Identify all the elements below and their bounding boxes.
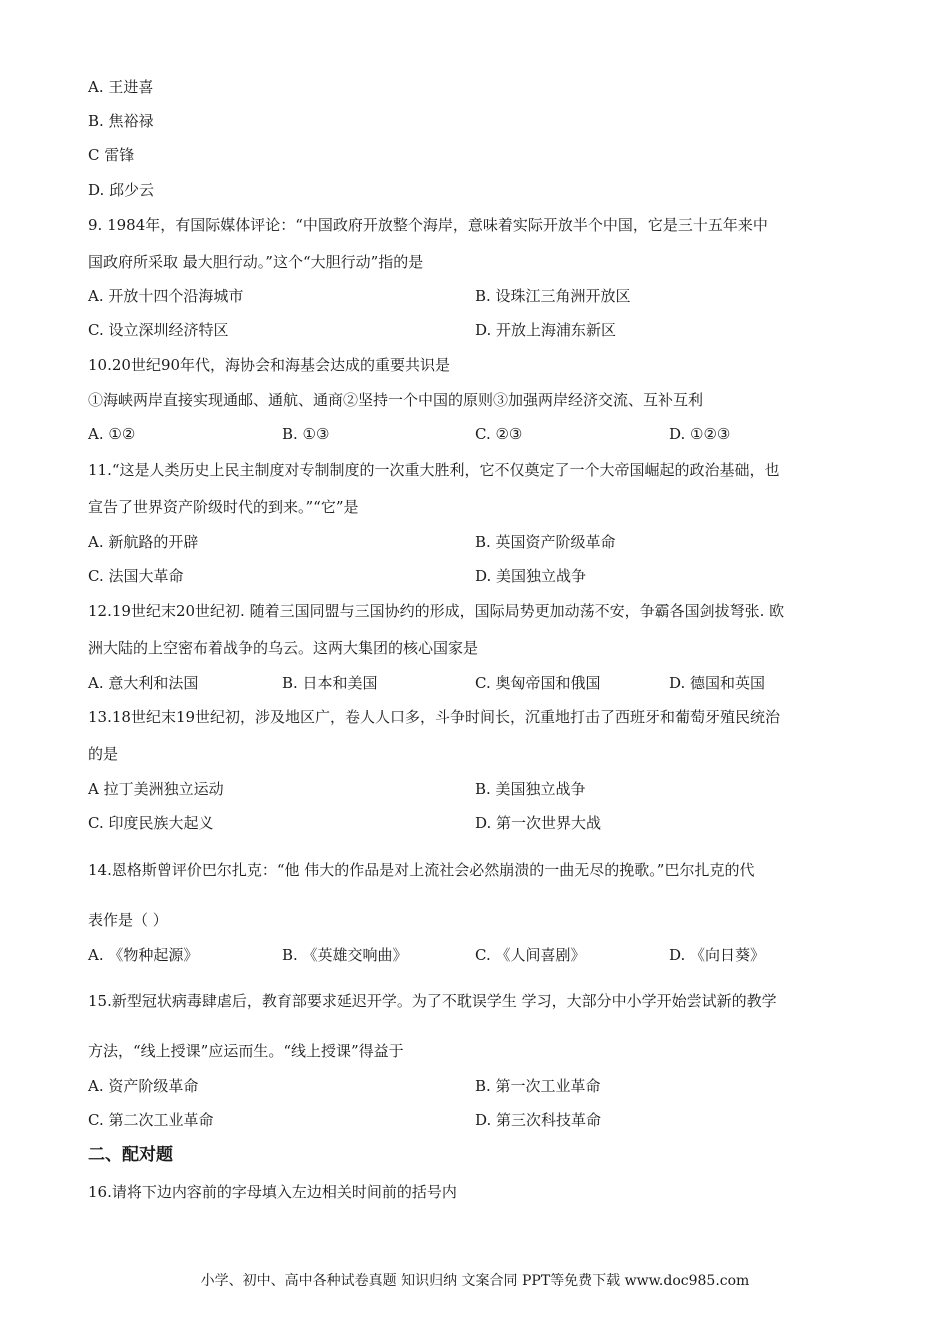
q8-option-a: A. 王进喜 xyxy=(88,78,154,96)
q13-option-c: C. 印度民族大起义 xyxy=(88,814,214,832)
q11-option-c: C. 法国大革命 xyxy=(88,567,184,585)
q13-option-a: A 拉丁美洲独立运动 xyxy=(88,780,224,798)
q13-stem-line2: 的是 xyxy=(88,745,119,763)
q9-stem-line2: 国政府所采取 最大胆行动。”这个“大胆行动”指的是 xyxy=(88,253,424,271)
q11-option-d: D. 美国独立战争 xyxy=(475,567,587,585)
q16-stem: 16.请将下边内容前的字母填入左边相关时间前的括号内 xyxy=(88,1183,457,1201)
q13-option-d: D. 第一次世界大战 xyxy=(475,814,602,832)
q10-option-a: A. ①② xyxy=(88,425,136,443)
q12-stem-line1: 12.19世纪末20世纪初. 随着三国同盟与三国协约的形成，国际局势更加动荡不安，争霸各国剑拔弩张. 欧 xyxy=(88,602,785,620)
q14-stem-line1: 14.恩格斯曾评价巴尔扎克：“他 伟大的作品是对上流社会必然崩溃的一曲无尽的挽歌。”巴尔扎克的代 xyxy=(88,861,755,879)
q12-option-b: B. 日本和美国 xyxy=(282,674,378,692)
q10-option-d: D. ①②③ xyxy=(669,425,731,443)
section-heading: 二、配对题 xyxy=(88,1145,173,1165)
q15-option-b: B. 第一次工业革命 xyxy=(475,1077,601,1095)
q10-stem-line1: 10.20世纪90年代，海协会和海基会达成的重要共识是 xyxy=(88,356,451,374)
q10-stem-line2: ①海峡两岸直接实现通邮、通航、通商②坚持一个中国的原则③加强两岸经济交流、互补互利 xyxy=(88,391,704,409)
q9-option-a: A. 开放十四个沿海城市 xyxy=(88,287,244,305)
q8-option-b: B. 焦裕禄 xyxy=(88,112,154,130)
q14-option-a: A. 《物种起源》 xyxy=(88,946,199,964)
q15-stem-line1: 15.新型冠状病毒肆虐后，教育部要求延迟开学。为了不耽误学生 学习，大部分中小学开始尝试新的教学 xyxy=(88,992,777,1010)
q9-stem-line1: 9. 1984年，有国际媒体评论：“中国政府开放整个海岸，意味着实际开放半个中国，它是三十五年来中 xyxy=(88,216,768,234)
q10-option-c: C. ②③ xyxy=(475,425,523,443)
q15-option-d: D. 第三次科技革命 xyxy=(475,1111,602,1129)
q15-option-c: C. 第二次工业革命 xyxy=(88,1111,214,1129)
q12-stem-line2: 洲大陆的上空密布着战争的乌云。这两大集团的核心国家是 xyxy=(88,639,479,657)
q13-option-b: B. 美国独立战争 xyxy=(475,780,586,798)
q15-stem-line2: 方法，“线上授课”应运而生。“线上授课”得益于 xyxy=(88,1042,404,1060)
q14-option-c: C. 《人间喜剧》 xyxy=(475,946,586,964)
q8-option-d: D. 邱少云 xyxy=(88,181,155,199)
q14-option-d: D. 《向日葵》 xyxy=(669,946,766,964)
q11-option-b: B. 英国资产阶级革命 xyxy=(475,533,616,551)
q12-option-c: C. 奥匈帝国和俄国 xyxy=(475,674,601,692)
q11-stem-line1: 11.“这是人类历史上民主制度对专制制度的一次重大胜利，它不仅奠定了一个大帝国崛起的政治基础，也 xyxy=(88,461,780,479)
q12-option-d: D. 德国和英国 xyxy=(669,674,766,692)
q13-stem-line1: 13.18世纪末19世纪初，涉及地区广，卷人人口多，斗争时间长，沉重地打击了西班牙和葡萄牙殖民统治 xyxy=(88,708,781,726)
q10-option-b: B. ①③ xyxy=(282,425,330,443)
q8-option-c: C 雷锋 xyxy=(88,146,135,164)
page-footer: 小学、初中、高中各种试卷真题 知识归纳 文案合同 PPT等免费下载 www.doc985.com xyxy=(200,1273,750,1289)
q9-option-c: C. 设立深圳经济特区 xyxy=(88,321,229,339)
q15-option-a: A. 资产阶级革命 xyxy=(88,1077,199,1095)
q14-stem-line2: 表作是（ ） xyxy=(88,911,168,929)
q9-option-d: D. 开放上海浦东新区 xyxy=(475,321,617,339)
q9-option-b: B. 设珠江三角洲开放区 xyxy=(475,287,631,305)
q12-option-a: A. 意大利和法国 xyxy=(88,674,199,692)
q14-option-b: B. 《英雄交响曲》 xyxy=(282,946,408,964)
q11-option-a: A. 新航路的开辟 xyxy=(88,533,199,551)
q11-stem-line2: 宣告了世界资产阶级时代的到来。”“它”是 xyxy=(88,498,359,516)
